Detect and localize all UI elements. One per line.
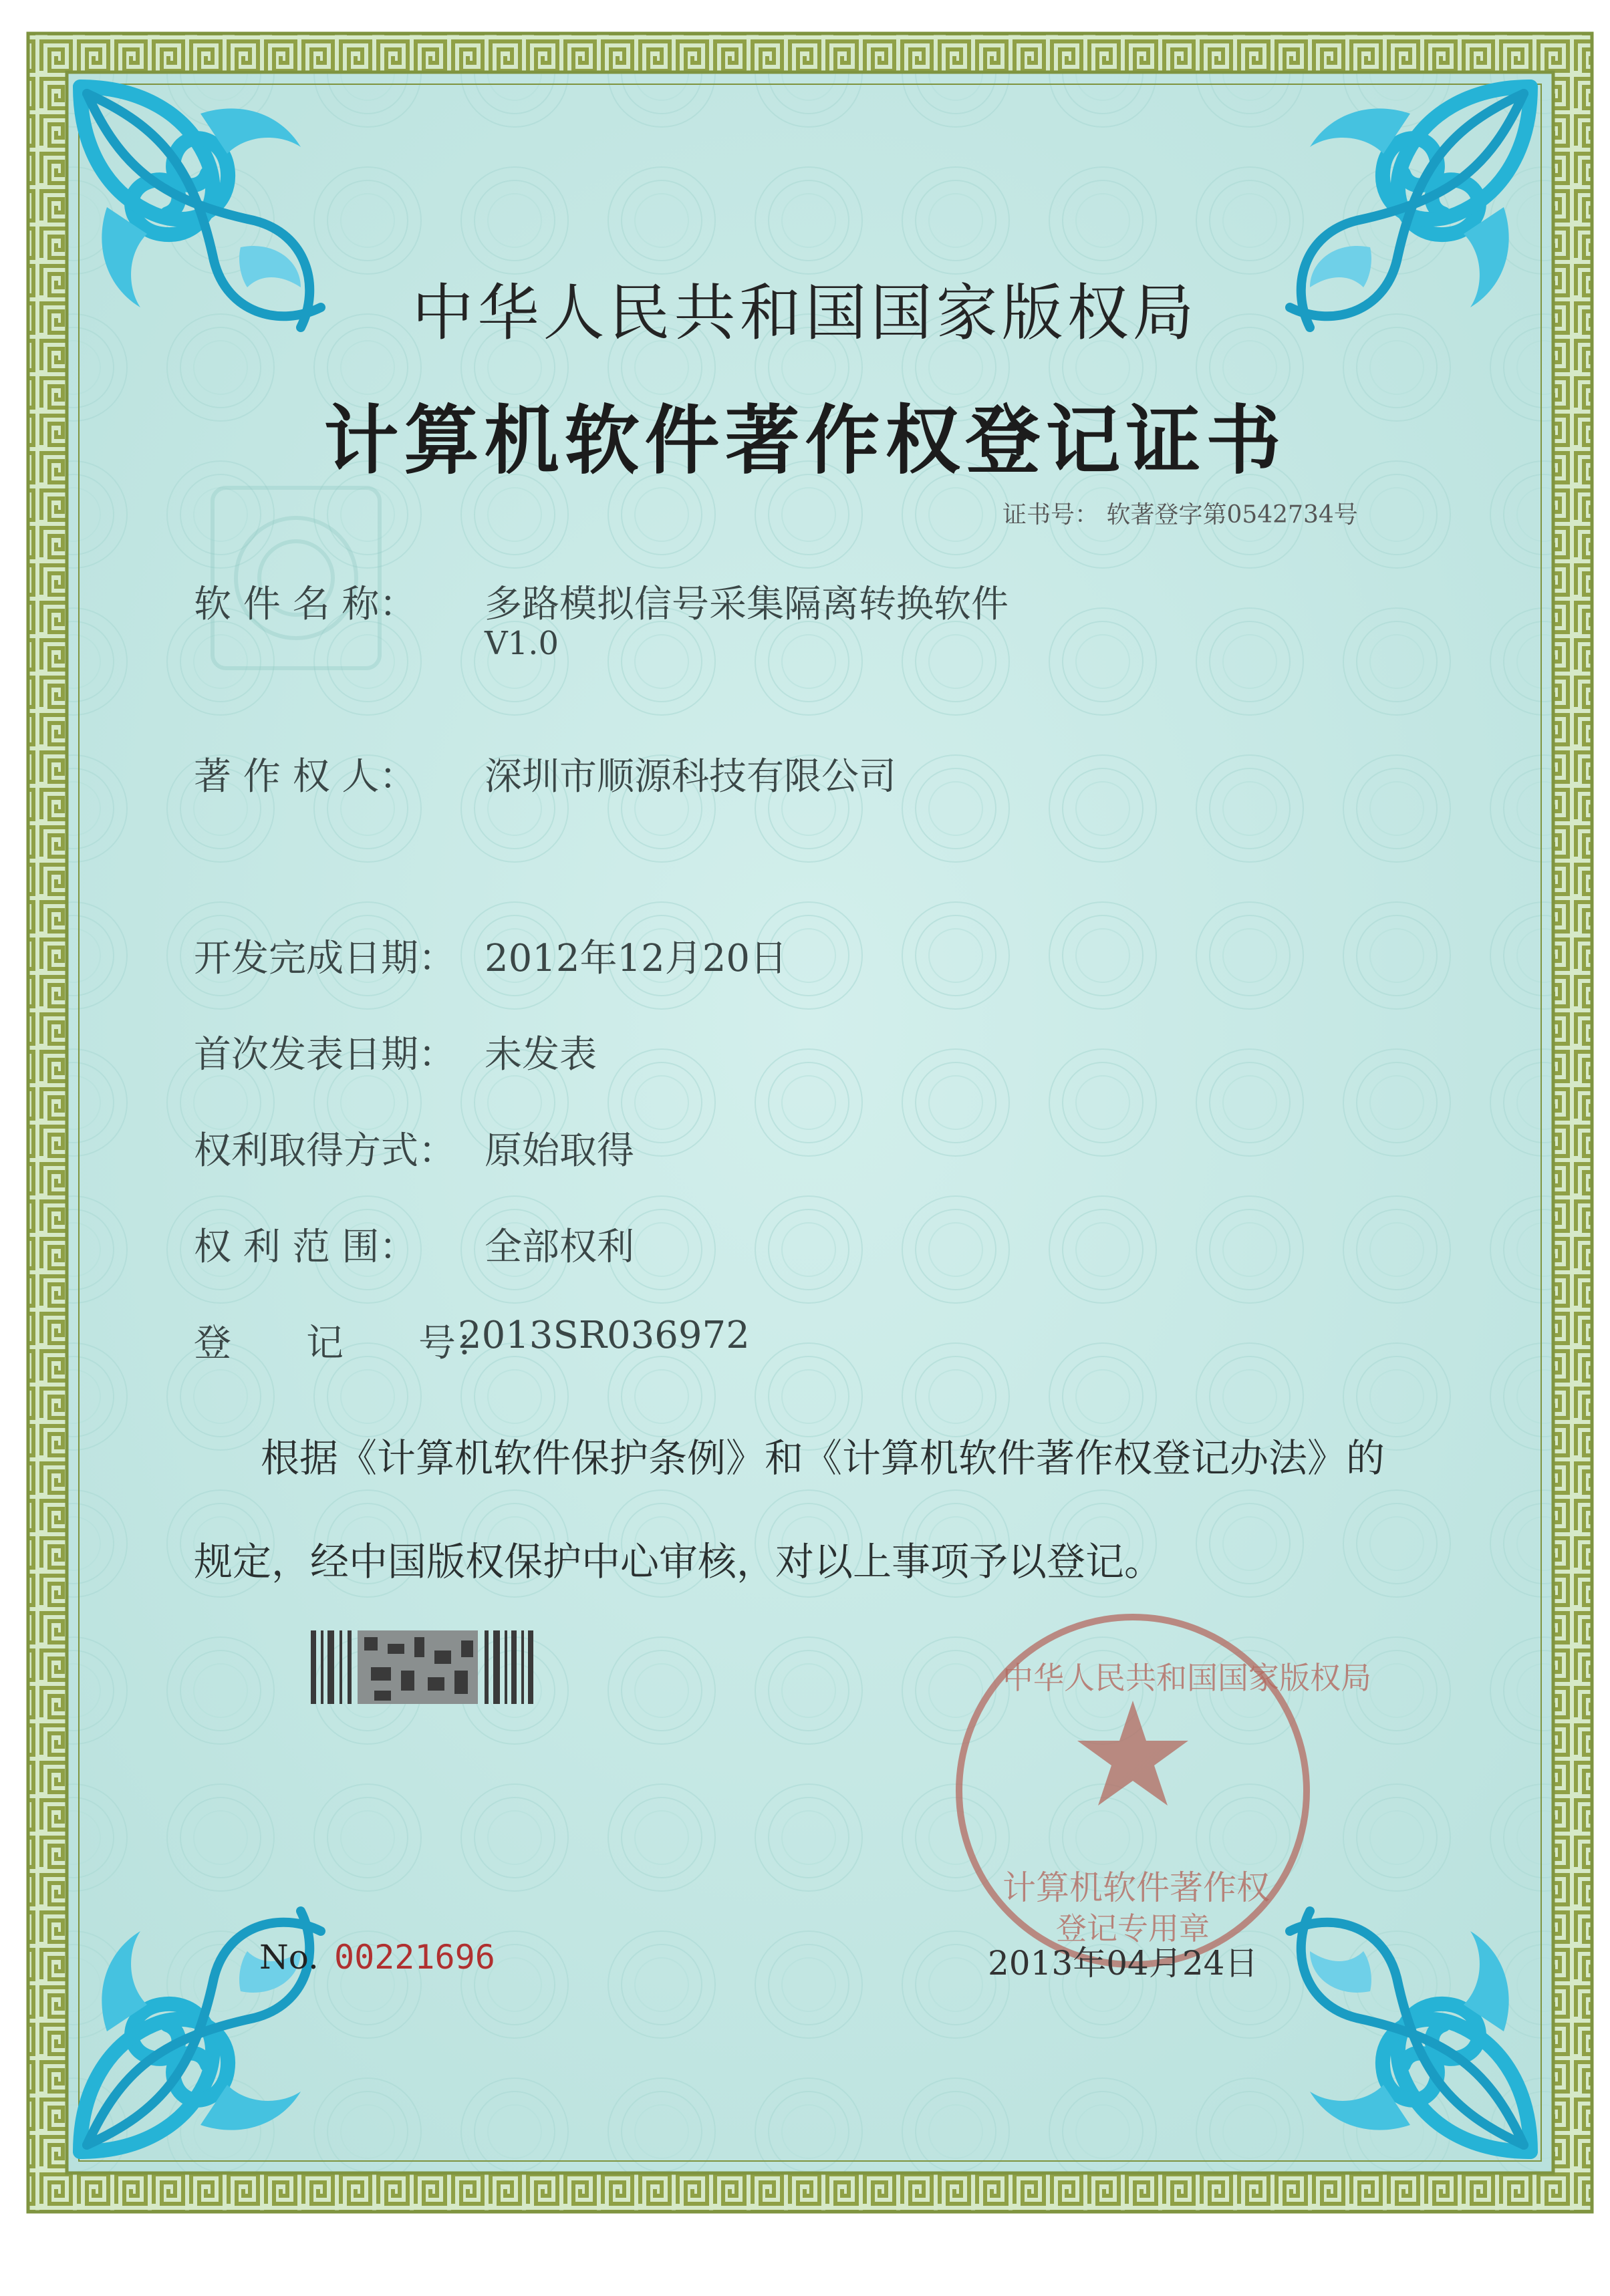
- field-value-copyright-owner: 深圳市顺源科技有限公司: [485, 755, 896, 799]
- seal-bottom-line-1: 计算机软件著作权: [1002, 1868, 1270, 1907]
- field-label-completion-date: 开发完成日期：: [194, 937, 456, 980]
- field-value-registration-number: 2013SR036972: [458, 1314, 750, 1357]
- field-value-completion-date: 2012年12月20日: [485, 937, 788, 980]
- seal-top-text: 中华人民共和国国家版权局: [1002, 1660, 1371, 1696]
- certificate-number: [1002, 496, 1358, 530]
- certificate-number-value: 软著登字第0542734号: [1106, 501, 1358, 529]
- field-label-rights-scope: 权 利 范 围：: [194, 1226, 417, 1269]
- field-label-first-publication: 首次发表日期：: [194, 1033, 456, 1077]
- serial-label: No.: [259, 1938, 319, 1977]
- statement-line-1: 根据《计算机软件保护条例》和《计算机软件著作权登记办法》的: [261, 1435, 1385, 1481]
- serial-number: 00221696: [334, 1938, 495, 1977]
- field-value-software-version: V1.0: [485, 625, 559, 662]
- issuing-authority-heading: 中华人民共和国国家版权局: [412, 277, 1198, 349]
- certificate-number-label: 证书号：: [1002, 501, 1099, 529]
- field-value-acquisition-method: 原始取得: [485, 1129, 634, 1173]
- issue-date: 2013年04月24日: [988, 1944, 1258, 1983]
- field-label-acquisition-method: 权利取得方式：: [194, 1129, 456, 1173]
- field-label-registration-number: 登 记 号：: [194, 1322, 493, 1365]
- field-value-software-name: 多路模拟信号采集隔离转换软件: [485, 583, 1009, 626]
- certificate-title: 计算机软件著作权登记证书: [323, 397, 1287, 484]
- statement-line-2: 规定，经中国版权保护中心审核，对以上事项予以登记。: [194, 1539, 1164, 1584]
- field-value-first-publication: 未发表: [485, 1033, 597, 1077]
- field-label-copyright-owner: 著 作 权 人：: [194, 755, 417, 799]
- field-label-software-name: 软 件 名 称：: [194, 583, 417, 626]
- seal-bottom-line-2: 登记专用章: [1056, 1910, 1210, 1947]
- field-value-rights-scope: 全部权利: [485, 1226, 634, 1269]
